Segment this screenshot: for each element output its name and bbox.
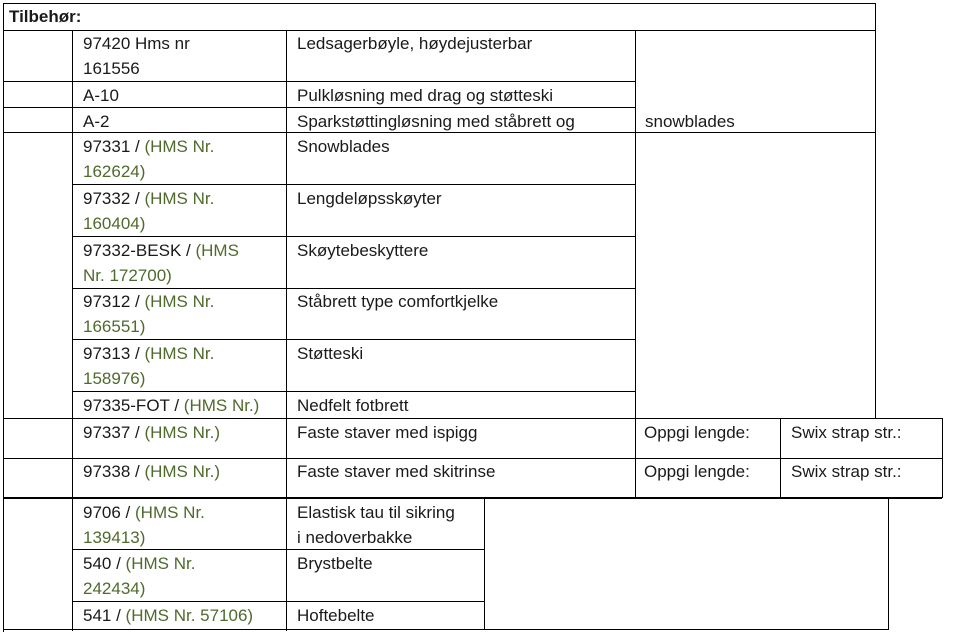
rule — [888, 499, 889, 630]
hms-number: (HMS Nr. 57106) — [125, 606, 254, 625]
item-code: 9706 / (HMS Nr. — [83, 503, 205, 522]
rule — [72, 184, 635, 185]
item-description-continued: snowblades — [645, 112, 735, 131]
item-description: Snowblades — [297, 137, 390, 156]
hms-number: (HMS Nr. — [135, 503, 205, 522]
item-code: 97331 / (HMS Nr. — [83, 137, 215, 156]
item-description: Ledsagerbøyle, høydejusterbar — [297, 34, 533, 53]
rule — [942, 418, 943, 498]
item-code: 541 / (HMS Nr. 57106) — [83, 606, 254, 625]
item-description: Støtteski — [297, 344, 364, 363]
hms-number: (HMS Nr. — [144, 189, 215, 208]
item-description: Lengdeløpsskøyter — [297, 189, 442, 208]
length-field-label: Oppgi lengde: — [644, 423, 750, 442]
item-code: 97335-FOT / (HMS Nr.) — [83, 396, 260, 415]
item-description: Faste staver med ispigg — [297, 423, 478, 442]
item-code: 97337 / (HMS Nr.) — [83, 423, 220, 442]
hms-number: (HMS Nr. — [144, 292, 215, 311]
hms-number-line2: 242434) — [83, 579, 146, 598]
rule — [3, 3, 4, 632]
item-description: Pulkløsning med drag og støtteski — [297, 86, 554, 105]
hms-number: (HMS — [195, 241, 239, 260]
rule — [780, 418, 781, 498]
rule — [72, 30, 73, 631]
rule — [286, 30, 287, 631]
rule — [72, 339, 635, 340]
strap-size-field-label: Swix strap str.: — [791, 462, 902, 481]
rule — [3, 629, 888, 630]
item-description: Brystbelte — [297, 554, 373, 573]
item-code: 540 / (HMS Nr. — [83, 554, 196, 573]
item-description: Nedfelt fotbrett — [297, 396, 409, 415]
hms-number-line2: 162624) — [83, 162, 146, 181]
strap-size-field-label: Swix strap str.: — [791, 423, 902, 442]
item-code: 97312 / (HMS Nr. — [83, 292, 215, 311]
item-description: Sparkstøttingløsning med ståbrett og — [297, 112, 575, 131]
item-description: Hoftebelte — [297, 606, 375, 625]
item-code: A-2 — [83, 112, 110, 131]
item-code: 97332 / (HMS Nr. — [83, 189, 215, 208]
item-description: Elastisk tau til sikring — [297, 503, 455, 522]
hms-number: (HMS Nr. — [144, 137, 215, 156]
item-code: 97313 / (HMS Nr. — [83, 344, 215, 363]
rule — [3, 497, 942, 499]
hms-number-line2: 160404) — [83, 214, 146, 233]
item-description: Faste staver med skitrinse — [297, 462, 496, 481]
rule — [875, 3, 876, 418]
hms-number-line2: 166551) — [83, 317, 146, 336]
length-field-label: Oppgi lengde: — [644, 462, 750, 481]
rule — [3, 3, 875, 4]
section-heading: Tilbehør: — [9, 7, 82, 26]
hms-number: (HMS Nr. — [144, 344, 215, 363]
rule — [635, 30, 636, 498]
item-description: Skøytebeskyttere — [297, 241, 429, 260]
item-code-line2: 161556 — [83, 59, 140, 78]
item-code: 97332-BESK / (HMS — [83, 241, 239, 260]
rule — [484, 499, 485, 630]
item-description-line2: i nedoverbakke — [297, 528, 413, 547]
item-code: 97338 / (HMS Nr.) — [83, 462, 220, 481]
rule — [3, 81, 635, 82]
item-code: A-10 — [83, 86, 119, 105]
hms-number: (HMS Nr.) — [144, 462, 220, 481]
hms-number: (HMS Nr.) — [183, 396, 260, 415]
item-description: Ståbrett type comfortkjelke — [297, 292, 499, 311]
hms-number: (HMS Nr.) — [144, 423, 220, 442]
hms-number-line2: 158976) — [83, 369, 146, 388]
rule — [3, 418, 942, 419]
item-code: 97420 Hms nr — [83, 34, 190, 53]
hms-number-line2: Nr. 172700) — [83, 266, 172, 285]
hms-number: (HMS Nr. — [125, 554, 196, 573]
rule — [72, 601, 484, 602]
rule — [72, 236, 635, 237]
rule — [72, 391, 635, 392]
hms-number-line2: 139413) — [83, 528, 146, 547]
